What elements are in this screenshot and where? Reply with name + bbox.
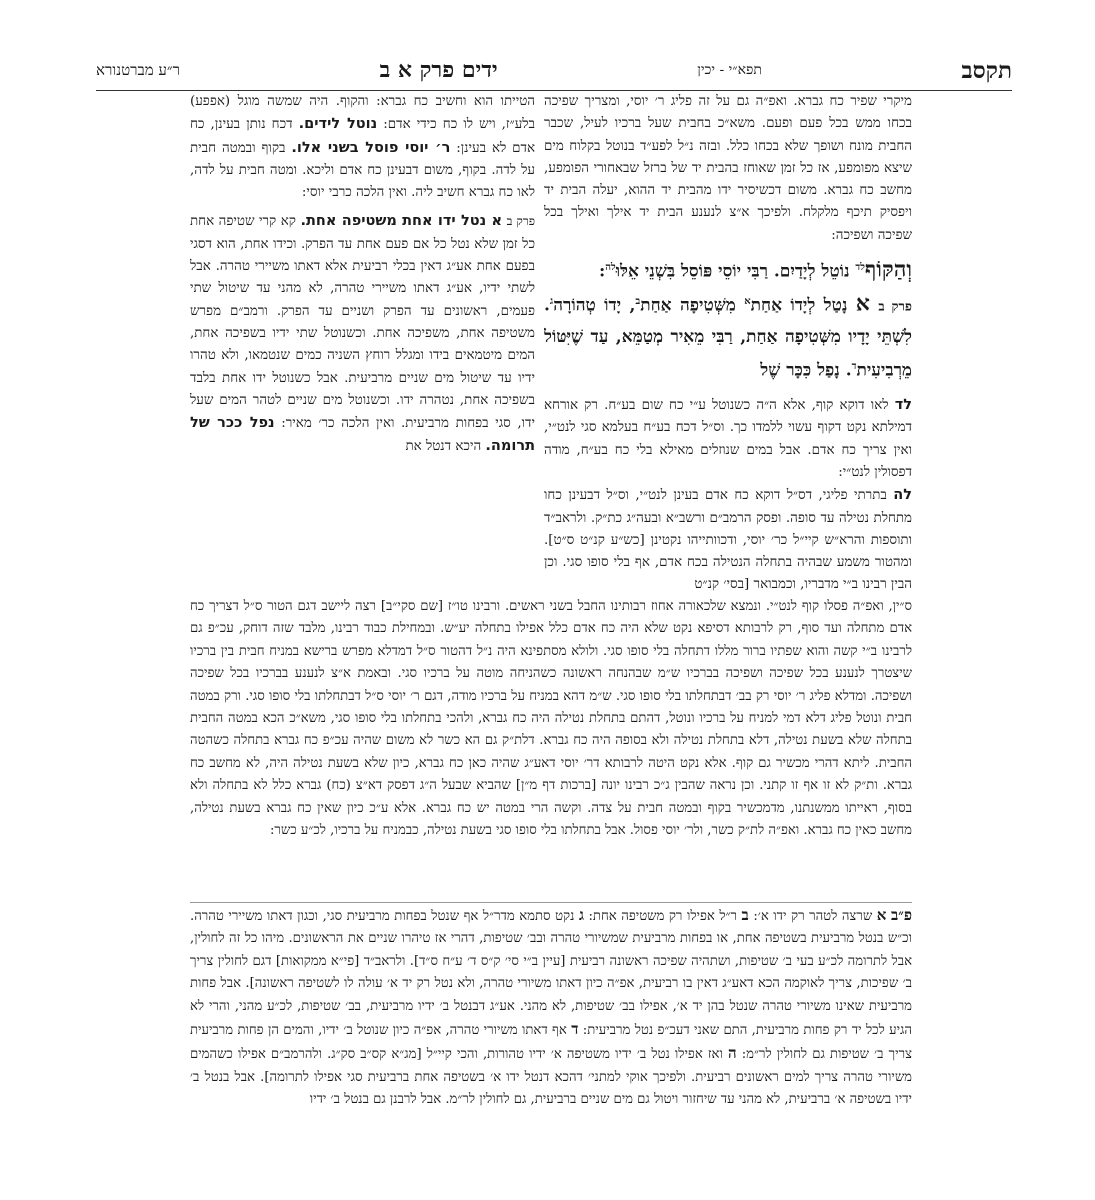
tractate-chapter-title: ידים פרק א ב (379, 57, 498, 83)
mishna-phrase: מִשְּׁטִיפָה אַחַת (640, 295, 736, 316)
mishna-number: א (855, 290, 870, 317)
yachin-perek-bet-notes (190, 904, 912, 1184)
note-marker: ב (741, 906, 749, 924)
yachin-note-text: בתרתי פליגי, דס״ל דוקא כח אדם בעינן לנט״י, וס״ל דבעינן כחו מתחלת נטילה עד סופה. ופסק הרמב״ם ורשב״א ובעה״ג כת״ק. ולראב״ד ותוספות והרא״ש קיי״ל כר׳ יוסי, ודכוותייהו נקטינן [כש״ע קנ״ט ס״ט]. ומהטור משמע שבהיה בתחלה הנטילה בכח אדם, אף בלי סופו סגי. וכן הבין רבינו ב״י מדבריו, וכמבואר [בסי׳ קנ״ט (544, 488, 912, 593)
yachin-paragraph: מיקרי שפיר כח גברא. ואפ״ה גם על זה פליג ר׳ יוסי, ומצריך שפיכה בכחו ממש בכל פעם ופעם. משא״כ בחבית שעל ברכיו לעיל, שכבר החבית מונח ושופך שלא בכחו כלל. ובזה נ״ל לפע״ד בנוטל בקלוח מים שיצא מפומפע, אז כל זמן שאוחז בהבית יד של ברזל שבאחורי הפומפע, מחשב כח גברא. משום דכשיסיר ידו מהבית יד ההוא, יעלה הבית יד ויפסיק תיכף מלקלח. ולפיכך א״צ לנענע הבית יד אילך ואילך בכל שפיכה ושפיכה: (544, 94, 912, 243)
note-marker: לה (605, 262, 616, 274)
yachin-note-paragraph (190, 904, 912, 1112)
dibbur-hamatchil: ר׳ יוסי פוסל בשני אלו. (291, 139, 451, 156)
bartenura-text: קא קרי שטיפה אחת כל זמן שלא נטל כל אם פעם אחת עד הפרק. וכידו אחת, הוא דסגי בפעם אחת אע״ג דאין בכלי רביעית אלא דאתו משיירי טהרה. אבל לשתי ידיו, אע״ג דאתו משיירי טהרה, לא מהני עד שיטול שתי פעמים, ראשונים עד הפרק ושניים עד הפרק. ורמב״ם מפרש משטיפה אחת, משפיכה אחת. וכשנוטל שתי ידיו בשפיכה אחת, המים מיטמאים בידו ומגלל רוחץ השניה כמים שנטמאו, ולא טהרו ידיו עד שיטול מים שניים מרביעית. אבל כשנוטל ידו אחת בלבד בשפיכה אחת, נטהרה ידו. וכשנוטל מים שניים לטהר המים שעל ידו, סגי בפחות מרביעית. ואין הלכה כר׳ מאיר: (190, 214, 535, 432)
note-marker: ד (571, 1020, 579, 1039)
mishna-phrase: נָפַל כִּכָּר שֶׁל (760, 361, 840, 382)
note-text: אף דאתו משיורי טהרה, אפ״ה כיון שנוטל ב׳ ידיו, והמים הן פחות מרביעית צריך ב׳ שטיפות גם לחולין לר״מ: (190, 1023, 912, 1063)
note-marker: א (744, 295, 751, 307)
section-divider (190, 902, 912, 903)
note-text: שרצה לטהר רק ידו א׳: (753, 909, 873, 924)
bartenura-paragraph (190, 210, 535, 458)
bartenura-paragraph (190, 91, 535, 204)
mishna-phrase: נוֹטֵל לְיָדַיִם. רַבִּי יוֹסֵי פּוֹסֵל בִּשְׁנֵי אֵלּוּ (615, 261, 850, 282)
mishna-lead-word: וְהַקּוֹף (864, 256, 912, 283)
commentary-name-yachin: תפא״י - יכין (697, 61, 762, 78)
dibbur-hamatchil: א נטל ידו אחת משטיפה אחת. (300, 213, 503, 230)
yachin-paragraph (544, 394, 912, 484)
note-marker: לה (893, 487, 912, 504)
dibbur-hamatchil: נוטל לידים. (298, 116, 378, 133)
note-marker: לד (894, 397, 912, 414)
note-marker: לד (855, 262, 865, 274)
note-marker: א (876, 906, 887, 924)
mishna-text: וְהַקּוֹף$^{לד}$ נוֹטֵל לְיָדַיִם. רַבִּי יוֹסֵי פּוֹסֵל בִּשְׁנֵי אֵלּוּ$^{לה}$: פרק ב א נָטַל לְיָדוֹ אַחַת$^א$ מִשְּׁטִיפָה אַחַת$^ב$, יָדוֹ טְהוֹרָה$^ג$. לִשְׁתֵּי יָדָיו מִשְּׁטִיפָה אַחַת, רַבִּי מֵאִיר מְטַמֵּא, עַד שֶׁיִּטּוֹל מֵרְבִיעִית$^ד$. נָפַל כִּכָּר שֶׁל (544, 256, 912, 382)
mishna-phrase: לִשְׁתֵּי יָדָיו מִשְּׁטִיפָה אַחַת, רַבִּי מֵאִיר מְטַמֵּא, עַד שֶׁיִּטּוֹל מֵרְבִיעִית (544, 327, 912, 382)
note-text: נקט סתמא מדר״ל אף שנטל בפחות מרביעית סגי, וכגון דאתו משיירי טהרה. וכ״ש בנטל מרביעית בשטיפה אחת, או בפחות מרביעית שמשיורי טהרה ובב׳ שטיפות, דהרי אז טיהרו שניים את הראשונים. מיהו כל זה לחולין, אבל לתרומה לכ״ע בעי ב׳ שטיפות, ושתהיה שפיכה ראשונה רביעית [עיין ב״י סי׳ ק״ס ד׳ ע״ח ס״ד]. ולראב״ד [פי״א ממקואות] דגם לחולין צריך ב׳ שפיכות, צריך לאוקמה הכא דאע״ג דאין בו רביעית, אפ״ה כיון דאתו משיורי טהרה, ולא נטל רק יד א׳ עולה לו לשטיפה ראשונה]. אבל פחות מרביעית שאינו משיורי טהרה שנטל בהן יד א׳, אפילו בב׳ שטיפות, לא מהני. אע״ג דבנטל ב׳ ידיו מרביעית, בב׳ שטיפות, לכ״ע מהני, והרי לא הגיע לכל יד רק פחות מרביעית, התם שאני דעכ״פ נטל מרביעית: (190, 909, 912, 1039)
note-marker: ה (727, 1044, 737, 1063)
bartenura-text: בקוף ובמטה חבית על לדה. בקוף, משום דבעינן כח אדם וליכא. ומטה חבית על לדה, לאו כח גברא חשיב ליה. ואין הלכה כרבי יוסי: (190, 140, 535, 201)
note-text: ר״ל אפילו רק משטיפה אחת: (588, 909, 737, 924)
note-marker: ג (549, 295, 554, 307)
bartenura-text: היכא דנטל את (405, 439, 482, 455)
note-text: ואז אפילו נטל ב׳ ידיו משטיפה א׳ ידיו טהורות, והכי קיי״ל [מג״א קס״ב סק״ג. ולהרמב״ם אפילו כשהמים משיורי טהרה צריך למים ראשונים רביעית. ולפיכך אוקי למתני׳ דהכא דנטל ידו א׳ בשטיפה אחת ברביעית סגי אפילו לתרומה]. אבל בנטל ב׳ ידיו בשטיפה א׳ ברביעית, לא מהני עד שיחזור ויטול גם מים שניים ברביעית, גם לחולין לר״מ. אבל לרבנן גם בנטל ב׳ ידיו (190, 1047, 912, 1108)
chapter-label: פרק ב (878, 299, 912, 315)
yachin-continuation (190, 596, 912, 902)
yachin-continuation-text: ס״ין, ואפ״ה פסלו קוף לנט״י. ונמצא שלכאורה אחוז רבותינו החבל בשני ראשים. ורבינו טו״ז [שם סקי״ב] רצה ליישב דגם הטור ס״ל דצריך כח אדם מתחלה ועד סוף, רק לרבותא דסיפא נקט שלא היה כח אדם כלל אפילו בתחלה יע״ש. ובמחילת כבוד רבינו, מלבד שזה דוחק, עכ״פ גם לרבינו ב״י קשה והוא שפתיו ברור מללו דתחלה בלי סופו סגי. ולולא מסתפינא היה נ״ל דהטור ס״ל דמדלא מפרש ברישא במניח חבית בין ברכיו שיצטרך לנענע בכל שפיכה ושפיכה בברכיו ש״מ שבהנחה ראשונה כשהניחה מוטה על ברכיו סגי. ובאמת א״צ לנענע בברכיו בכל שפיכה ושפיכה. ומדלא פליג ר׳ יוסי רק בב׳ דבתחלתו בלי סופו סגי. ש״מ דהא במניח על ברכיו מודה, דגם ר׳ יוסי ס״ל דבתחלתו בלי סופו סגי. ורק במטה חבית ונוטל פליג דלא דמי למניח על ברכיו ונוטל, דהתם בתחלת נטילה היה כח גברא, ולהכי בתחלתו בלי סופו סגי, משא״כ הכא במטה החבית בתחלה שלא בשעת נטילה, דלא בתחלת נטילה ולא בסופה היה כח גברא. דלת״ק גם הא כשר לא משום שהיה עכ״פ כח גברא בתחלה כשהטה החבית. ליתא דהרי מכשיר גם קוף. אלא נקט היטה לרבותא דר׳ יוסי דאע״ג שהיה כאן כח גברא, כיון שלא בשעת נטילה היה, לא מחשב כח גברא. ות״ק לא זו אף זו קתני. וכן נראה שהבין ג״כ רבינו יונה [ברכות דף מ״ן] שהביא שבעל ה״ג דפסק דא״צ (כח) גברא כלל לא בתחלה ולא בסוף, ראייתו ממשנתנו, מדמכשיר בקוף ובמטה חבית על צדה. וקשה הרי במטה יש כח גברא. אלא ע״כ כיון שאין כח גברא בשעת נטילה, מחשב כאין כח גברא. ואפ״ה לת״ק כשר, ולר׳ יוסי פסול. אבל בתחלתו בלי סופו סגי בשעת נטילה, כבמניח על ברכיו, לכ״ע כשר: (190, 599, 912, 839)
note-marker: ד (851, 361, 857, 373)
mishna-phrase: נָטַל לְיָדוֹ אַחַת (750, 295, 848, 316)
commentary-name-bartenura: ר״ע מברטנורא (96, 60, 180, 79)
bartenura-text: דכח נותן בעינן, כח אדם לא בעינן: (190, 117, 535, 156)
dibbur-hamatchil: נפל ככר של תרומה. (190, 415, 535, 455)
yachin-note-text: לאו דוקא קוף, אלא ה״ה כשנוטל ע״י כח שום בע״ח. רק אורחא דמילתא נקט דקוף עשוי ללמדו כך. וס״ל דכח בע״ח בעלמא סגי לנט״י, ואין צריך כח אדם. אבל במים שנוזלים מאילא בלי כח בע״ח, מודה דפסולין לנט״י: (544, 398, 912, 480)
chapter-label: פ״ב (890, 906, 912, 924)
page-number: תקסב (961, 56, 1012, 84)
note-marker: ג (578, 906, 584, 924)
yachin-column (544, 91, 912, 596)
note-marker: ב (635, 295, 641, 307)
chapter-label: פרק ב (506, 214, 535, 229)
mishna-phrase: יָדוֹ טְהוֹרָה (553, 295, 622, 316)
page-header (96, 52, 1012, 88)
bartenura-column (190, 91, 535, 596)
bartenura-text: הטייתו הוא וחשיב כח גברא: והקוף. היה שמשה מוגל (אפפע) בלע״ז, ויש לו כח כידי אדם: (190, 94, 535, 133)
yachin-paragraph (544, 484, 912, 596)
